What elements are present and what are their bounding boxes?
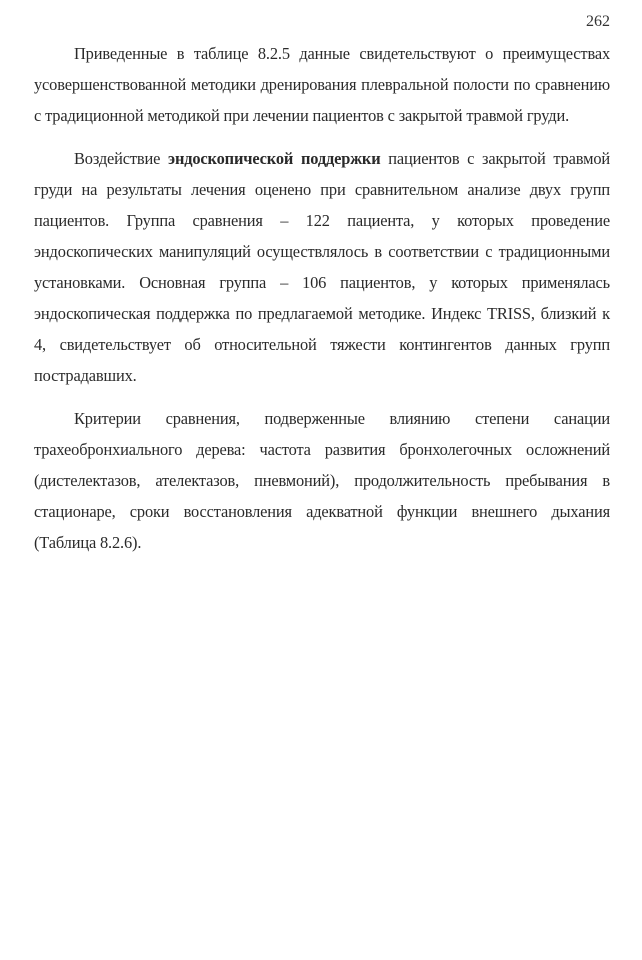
page-number: 262 (586, 13, 610, 30)
bold-term-endoscopic-support: эндоскопической поддержки (168, 149, 381, 168)
paragraph-drainage-results: Приведенные в таблице 8.2.5 данные свидетельствуют о преимуществах усовершенствованной методики дренирования плевральной полости по сравнению с традиционной методикой при лечении пациентов с закрытой травмой груди. (34, 44, 610, 125)
paragraph-text-start: Воздействие (74, 149, 169, 168)
paragraph-comparison-criteria: Критерии сравнения, подверженные влиянию степени санации трахеобронхиального дерева: частота развития бронхолегочных осложнений (дистелектазов, ателектазов, пневмоний), продолжительность пребывания в стационаре, сроки восстановления адекватной функции внешнего дыхания (Таблица 8.2.6). (34, 409, 610, 552)
body-text (34, 38, 610, 570)
paragraph-endoscopic-support (34, 143, 610, 391)
paragraph-text-end: пациентов с закрытой травмой груди на результаты лечения оценено при сравнительном анализе двух групп пациентов. Группа сравнения – 122 пациента, у которых проведение эндоскопических манипуляций осуществлялось в соответствии с традиционными установками. Основная группа – 106 пациентов, у которых применялась эндоскопическая поддержка по предлагаемой методике. Индекс TRISS, близкий к 4, свидетельствует об относительной тяжести контингентов данных групп пострадавших. (34, 149, 610, 385)
